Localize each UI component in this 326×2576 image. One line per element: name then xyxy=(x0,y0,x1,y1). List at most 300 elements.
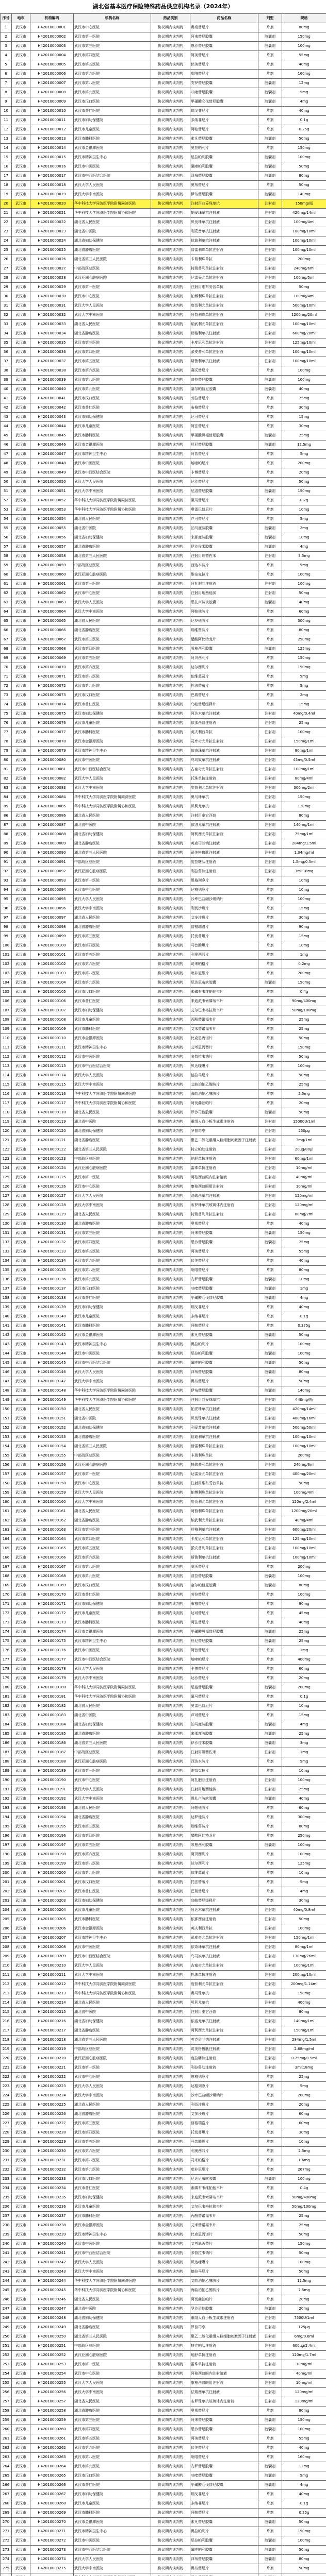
cell-index: 17 xyxy=(1,172,12,181)
cell-form: 注射剂 xyxy=(258,1396,282,1405)
cell-spec: 100mg/4ml xyxy=(282,1488,326,1498)
table-row xyxy=(1,2462,326,2471)
cell-institution: 武汉市中心医院 xyxy=(74,1479,151,1488)
table-row xyxy=(1,2351,326,2360)
cell-spec: 5mg xyxy=(282,1878,326,1887)
table-row xyxy=(1,23,326,32)
cell-spec: 50mg xyxy=(282,589,326,598)
cell-form: 注射剂 xyxy=(258,1961,282,1971)
cell-spec: 400mg/20ml xyxy=(282,1470,326,1479)
cell-institution: 武汉大学中南医院 xyxy=(74,1674,151,1683)
cell-form: 注射剂 xyxy=(258,301,282,311)
table-row xyxy=(1,1461,326,1470)
cell-code: H42010000055 xyxy=(30,524,74,533)
table-row xyxy=(1,1321,326,1331)
table-row xyxy=(1,2249,326,2258)
cell-city: 武汉市 xyxy=(12,774,30,784)
cell-category: 协议期内谈判药 xyxy=(151,2267,190,2277)
cell-index: 232 xyxy=(1,2165,12,2175)
cell-category: 协议期内谈判药 xyxy=(151,719,190,728)
cell-form: 注射剂 xyxy=(258,292,282,301)
table-row xyxy=(1,1479,326,1488)
table-row xyxy=(1,51,326,60)
cell-institution: 武汉大学中南医院 xyxy=(74,1498,151,1507)
cell-institution: 武汉市中医医院 xyxy=(74,2536,151,2546)
cell-spec: 100mg xyxy=(282,1776,326,1785)
cell-spec: 200mg xyxy=(282,1563,326,1572)
cell-city: 武汉市 xyxy=(12,747,30,756)
cell-drug: 度伐利尤单抗注射液 xyxy=(190,1498,258,1507)
cell-form: 片剂 xyxy=(258,459,282,468)
cell-form: 片剂 xyxy=(258,1071,282,1080)
cell-form: 胶囊剂 xyxy=(258,134,282,144)
cell-category: 协议期内谈判药 xyxy=(151,858,190,867)
cell-spec: 50mg xyxy=(282,2518,326,2527)
cell-index: 137 xyxy=(1,1284,12,1294)
cell-code: H42010000164 xyxy=(30,1535,74,1544)
cell-institution: 武汉市汉口医院 xyxy=(74,1878,151,1887)
cell-drug: 达雷妥尤单抗注射液 xyxy=(190,274,258,283)
cell-city: 武汉市 xyxy=(12,858,30,867)
cell-drug: 派安普利单抗注射液 xyxy=(190,348,258,357)
cell-city: 武汉市 xyxy=(12,2026,30,2036)
table-row xyxy=(1,153,326,162)
table-row xyxy=(1,1655,326,1665)
cell-form: 片剂 xyxy=(258,635,282,645)
cell-city: 武汉市 xyxy=(12,1321,30,1331)
cell-form: 注射剂 xyxy=(258,1201,282,1210)
cell-drug: 呋喹替尼胶囊 xyxy=(190,2471,258,2481)
cell-spec xyxy=(282,2573,326,2576)
cell-index: 205 xyxy=(1,1915,12,1924)
table-row xyxy=(1,1887,326,1896)
cell-category: 协议期内谈判药 xyxy=(151,1609,190,1618)
cell-drug: 纳武利尤单抗注射液 xyxy=(190,320,258,329)
table-row xyxy=(1,1488,326,1498)
cell-code: H42010000193 xyxy=(30,1804,74,1813)
cell-code: H42010000035 xyxy=(30,338,74,348)
cell-category: 协议期内谈判药 xyxy=(151,2240,190,2249)
cell-code: H42010000093 xyxy=(30,876,74,886)
cell-drug: 丙酚替诺福韦片 xyxy=(190,1015,258,1025)
cell-city: 武汉市 xyxy=(12,1535,30,1544)
table-row xyxy=(1,1702,326,1711)
cell-index: 268 xyxy=(1,2499,12,2509)
cell-institution: 湖北省妇幼保健院 xyxy=(74,533,151,543)
cell-form: 胶囊剂 xyxy=(258,1739,282,1748)
cell-spec: 150mg xyxy=(282,2527,326,2536)
cell-spec: 1mg xyxy=(282,1748,326,1757)
cell-institution: 武汉市第一医院 xyxy=(74,32,151,42)
cell-city: 武汉市 xyxy=(12,2230,30,2240)
cell-index: 246 xyxy=(1,2295,12,2304)
cell-spec: 40mg xyxy=(282,1219,326,1229)
cell-institution: 武汉市汉口医院 xyxy=(74,97,151,107)
cell-index: 256 xyxy=(1,2388,12,2397)
cell-form: 胶囊剂 xyxy=(258,1238,282,1247)
table-row xyxy=(1,1859,326,1869)
cell-institution: 武汉市儿童医院 xyxy=(74,1906,151,1915)
cell-drug: 奥拉帕利片 xyxy=(190,144,258,153)
cell-form: 片剂 xyxy=(258,1025,282,1034)
cell-city: 武汉市 xyxy=(12,1359,30,1368)
cell-form: 胶囊剂 xyxy=(258,1841,282,1850)
cell-index: 69 xyxy=(1,654,12,663)
cell-index: 261 xyxy=(1,2434,12,2444)
cell-drug: 信迪利单抗注射液 xyxy=(190,1433,258,1442)
cell-category: 协议期内谈判药 xyxy=(151,923,190,932)
cell-code: H42010000251 xyxy=(30,2342,74,2351)
cell-form: 片剂 xyxy=(258,2267,282,2277)
cell-form: 胶囊剂 xyxy=(258,88,282,97)
cell-city: 武汉市 xyxy=(12,543,30,552)
table-row xyxy=(1,403,326,413)
cell-spec: 2mg xyxy=(282,691,326,700)
cell-category: 协议期内谈判药 xyxy=(151,218,190,227)
cell-category: 协议期内谈判药 xyxy=(151,1748,190,1757)
cell-spec: 20μg/80μl xyxy=(282,1145,326,1155)
cell-index: 265 xyxy=(1,2471,12,2481)
cell-drug: 达沙替尼片 xyxy=(190,1674,258,1683)
cell-code: H42010000105 xyxy=(30,988,74,997)
cell-category: 协议期内谈判药 xyxy=(151,1192,190,1201)
cell-institution: 武汉市肺科医院 xyxy=(74,431,151,440)
cell-index: 16 xyxy=(1,162,12,172)
cell-form: 注射剂 xyxy=(258,1414,282,1423)
cell-spec: 100mg xyxy=(282,153,326,162)
cell-form: 注射剂 xyxy=(258,2342,282,2351)
cell-code: H42010000118 xyxy=(30,1108,74,1117)
cell-index: 22 xyxy=(1,218,12,227)
cell-city: 武汉市 xyxy=(12,1711,30,1720)
cell-institution: 武汉市第一医院 xyxy=(74,1173,151,1182)
cell-city: 武汉市 xyxy=(12,413,30,422)
cell-code: H42010000206 xyxy=(30,1924,74,1934)
cell-code: H42010000067 xyxy=(30,635,74,645)
cell-drug: 乌帕替尼缓释片 xyxy=(190,1896,258,1906)
cell-code: H42010000179 xyxy=(30,1674,74,1683)
cell-drug: 利伐沙班片 xyxy=(190,2100,258,2110)
cell-institution: 武汉市第五医院 xyxy=(74,1247,151,1257)
cell-category: 协议期内谈判药 xyxy=(151,1080,190,1090)
cell-form: 胶囊剂 xyxy=(258,2304,282,2314)
cell-index: 58 xyxy=(1,552,12,561)
cell-form: 片剂 xyxy=(258,116,282,125)
cell-index: 101 xyxy=(1,951,12,960)
cell-category: 协议期内谈判药 xyxy=(151,1516,190,1526)
cell-index: 45 xyxy=(1,431,12,440)
cell-spec: 100mg xyxy=(282,2425,326,2434)
cell-code: H42010000227 xyxy=(30,2119,74,2128)
cell-drug: 尼拉帕利胶囊 xyxy=(190,2536,258,2546)
cell-institution: 湖北省肿瘤医院 xyxy=(74,839,151,849)
cell-code: H42010000216 xyxy=(30,2017,74,2026)
cell-institution: 武汉大学人民医院 xyxy=(74,301,151,311)
cell-code: H42010000103 xyxy=(30,969,74,978)
cell-drug: 利妥昔单抗注射液 xyxy=(190,1423,258,1433)
cell-city: 武汉市 xyxy=(12,2017,30,2026)
cell-form: 胶囊剂 xyxy=(258,1294,282,1303)
cell-institution: 武汉市第三医院 xyxy=(74,635,151,645)
cell-spec: 80mg xyxy=(282,1266,326,1275)
cell-code: H42010000044 xyxy=(30,422,74,431)
cell-index: 146 xyxy=(1,1368,12,1377)
cell-institution: 华中科技大学同济医学院附属协和医院 xyxy=(74,1099,151,1108)
cell-index: 64 xyxy=(1,607,12,617)
cell-city: 武汉市 xyxy=(12,116,30,125)
cell-index: 262 xyxy=(1,2444,12,2453)
cell-category: 协议期内谈判药 xyxy=(151,1257,190,1266)
cell-city: 武汉市 xyxy=(12,478,30,487)
cell-form: 注射剂 xyxy=(258,2063,282,2073)
cell-code: H42010000210 xyxy=(30,1961,74,1971)
cell-form: 胶囊剂 xyxy=(258,1284,282,1294)
cell-drug: 注射用曲妥珠单抗 xyxy=(190,199,258,209)
cell-code: H42010000082 xyxy=(30,774,74,784)
cell-drug: 奥马珠单抗 xyxy=(190,793,258,802)
cell-index: 6 xyxy=(1,70,12,79)
cell-spec: 25mg xyxy=(282,1637,326,1646)
cell-drug: 伏美替尼片 xyxy=(190,60,258,70)
cell-index: 251 xyxy=(1,2342,12,2351)
cell-city: 武汉市 xyxy=(12,1479,30,1488)
cell-spec: 120mg xyxy=(282,802,326,811)
cell-category: 协议期内谈判药 xyxy=(151,1043,190,1053)
cell-form: 片剂 xyxy=(258,1043,282,1053)
cell-city: 武汉市 xyxy=(12,2202,30,2212)
cell-code: H42010000187 xyxy=(30,1748,74,1757)
cell-category: 协议期内谈判药 xyxy=(151,2555,190,2564)
cell-spec: 25mg xyxy=(282,1628,326,1637)
cell-institution: 武汉市第三医院 xyxy=(74,1526,151,1535)
cell-category: 协议期内谈判药 xyxy=(151,2564,190,2573)
cell-drug: 卡博替尼片 xyxy=(190,468,258,478)
cell-spec: 25mg xyxy=(282,2073,326,2082)
cell-form: 片剂 xyxy=(258,2156,282,2165)
cell-code: H42010000172 xyxy=(30,1609,74,1618)
cell-city: 武汉市 xyxy=(12,1776,30,1785)
cell-category: 协议期内谈判药 xyxy=(151,997,190,1006)
cell-city: 武汉市 xyxy=(12,700,30,709)
cell-code: H42010000178 xyxy=(30,1665,74,1674)
cell-code: H42010000197 xyxy=(30,1841,74,1850)
cell-spec: 60mg/1ml xyxy=(282,1155,326,1164)
table-row xyxy=(1,913,326,923)
cell-institution: 武汉市第六医院 xyxy=(74,2444,151,2453)
cell-category: 协议期内谈判药 xyxy=(151,2425,190,2434)
cell-spec: 10mg xyxy=(282,1702,326,1711)
cell-index: 42 xyxy=(1,403,12,413)
cell-city: 武汉市 xyxy=(12,876,30,886)
table-row xyxy=(1,969,326,978)
cell-city: 武汉市 xyxy=(12,654,30,663)
cell-index: 119 xyxy=(1,1117,12,1127)
cell-form: 注射剂 xyxy=(258,1748,282,1757)
table-row xyxy=(1,1553,326,1563)
cell-index: 111 xyxy=(1,1043,12,1053)
cell-city: 武汉市 xyxy=(12,709,30,719)
cell-form: 片剂 xyxy=(258,2202,282,2212)
cell-form: 片剂 xyxy=(258,2249,282,2258)
cell-index: 88 xyxy=(1,830,12,839)
cell-form: 注射剂 xyxy=(258,774,282,784)
cell-code: H42010000219 xyxy=(30,2045,74,2054)
cell-city: 武汉市 xyxy=(12,1998,30,2008)
cell-city: 武汉市 xyxy=(12,1887,30,1896)
cell-institution: 武汉市汉口医院 xyxy=(74,691,151,700)
cell-code: H42010000128 xyxy=(30,1201,74,1210)
cell-institution: 湖北省肿瘤医院 xyxy=(74,1730,151,1739)
table-row xyxy=(1,2100,326,2110)
cell-spec: 100mg xyxy=(282,1349,326,1359)
cell-code: H42010000090 xyxy=(30,849,74,858)
cell-code: H42010000192 xyxy=(30,1794,74,1804)
cell-index: 123 xyxy=(1,1155,12,1164)
cell-form: 注射剂 xyxy=(258,784,282,793)
cell-spec: 50mg xyxy=(282,2267,326,2277)
cell-institution: 湖北省妇幼保健院 xyxy=(74,2314,151,2323)
cell-category: 协议期内谈判药 xyxy=(151,867,190,876)
cell-spec: 1mg xyxy=(282,1646,326,1655)
cell-index: 52 xyxy=(1,496,12,505)
cell-code: H42010000073 xyxy=(30,691,74,700)
cell-form: 片剂 xyxy=(258,1006,282,1015)
cell-index: 94 xyxy=(1,886,12,895)
table-row xyxy=(1,2138,326,2147)
cell-form: 胶囊剂 xyxy=(258,2536,282,2546)
cell-category: 协议期内谈判药 xyxy=(151,2388,190,2397)
cell-city: 武汉市 xyxy=(12,645,30,654)
table-row xyxy=(1,209,326,218)
cell-spec: 10mg/ml xyxy=(282,2379,326,2388)
cell-form: 胶囊剂 xyxy=(258,2471,282,2481)
cell-category: 协议期内谈判药 xyxy=(151,2249,190,2258)
cell-category: 协议期内谈判药 xyxy=(151,1906,190,1915)
table-row xyxy=(1,1015,326,1025)
cell-city: 武汉市 xyxy=(12,672,30,682)
cell-code: H42010000016 xyxy=(30,162,74,172)
cell-institution: 武汉市中心医院 xyxy=(74,2073,151,2082)
cell-category: 协议期内谈判药 xyxy=(151,2462,190,2471)
cell-city: 武汉市 xyxy=(12,236,30,246)
cell-city: 武汉市 xyxy=(12,839,30,849)
table-row xyxy=(1,311,326,320)
cell-spec: 100mg xyxy=(282,1850,326,1859)
cell-code: H42010000146 xyxy=(30,1368,74,1377)
table-row xyxy=(1,997,326,1006)
cell-spec: 12.5mg xyxy=(282,440,326,450)
cell-institution: 武汉大学人民医院 xyxy=(74,2555,151,2564)
cell-spec: 200mg xyxy=(282,1451,326,1461)
table-row xyxy=(1,1405,326,1414)
table-row xyxy=(1,1767,326,1776)
cell-index: 14 xyxy=(1,144,12,153)
cell-form: 胶囊剂 xyxy=(258,1108,282,1117)
cell-form: 注射剂 xyxy=(258,1210,282,1219)
cell-institution: 武汉市金银潭医院 xyxy=(74,1924,151,1934)
cell-category: 协议期内谈判药 xyxy=(151,1238,190,1247)
cell-form: 注射剂 xyxy=(258,218,282,227)
table-row xyxy=(1,2054,326,2063)
cell-city: 武汉市 xyxy=(12,1071,30,1080)
cell-city: 武汉市 xyxy=(12,2481,30,2490)
cell-category: 协议期内谈判药 xyxy=(151,1396,190,1405)
cell-institution: 湖北省肿瘤医院 xyxy=(74,1516,151,1526)
cell-code: H42010000037 xyxy=(30,357,74,366)
cell-index: 247 xyxy=(1,2304,12,2314)
cell-index: 107 xyxy=(1,1006,12,1015)
cell-form: 片剂 xyxy=(258,2490,282,2499)
cell-form: 注射剂 xyxy=(258,338,282,348)
cell-spec: 30mg xyxy=(282,1896,326,1906)
cell-code: H42010000009 xyxy=(30,97,74,107)
cell-drug: 达雷妥尤单抗注射液 xyxy=(190,1470,258,1479)
cell-drug: 乌司奴单抗注射液 xyxy=(190,756,258,765)
cell-code: H42010000083 xyxy=(30,784,74,793)
cell-category: 协议期内谈判药 xyxy=(151,802,190,811)
cell-code: H42010000133 xyxy=(30,1247,74,1257)
cell-code: H42010000096 xyxy=(30,904,74,913)
cell-institution: 武汉市第九医院 xyxy=(74,978,151,988)
cell-code: H42010000244 xyxy=(30,2277,74,2286)
cell-code: H42010000006 xyxy=(30,70,74,79)
cell-institution: 武汉市金银潭医院 xyxy=(74,737,151,747)
cell-institution: 武汉市精神卫生中心 xyxy=(74,747,151,756)
cell-spec: 1200mg/20ml xyxy=(282,1507,326,1516)
cell-city: 武汉市 xyxy=(12,2406,30,2416)
cell-index: 126 xyxy=(1,1182,12,1192)
cell-drug: 卡度尼利单抗注射液 xyxy=(190,1535,258,1544)
cell-category: 协议期内谈判药 xyxy=(151,2304,190,2314)
table-row xyxy=(1,385,326,394)
cell-form: 胶囊剂 xyxy=(258,1572,282,1581)
cell-spec: 100mg xyxy=(282,1841,326,1850)
cell-drug: 特瑞普利单抗注射液 xyxy=(190,1461,258,1470)
cell-category: 协议期内谈判药 xyxy=(151,274,190,283)
cell-form: 片剂 xyxy=(258,1034,282,1043)
cell-category: 协议期内谈判药 xyxy=(151,70,190,79)
cell-institution: 湖北省中医院 xyxy=(74,2008,151,2017)
table-row xyxy=(1,932,326,941)
cell-drug: 阿利西尤单抗注射液 xyxy=(190,830,258,839)
cell-category: 协议期内谈判药 xyxy=(151,2481,190,2490)
cell-institution: 武汉亚洲心脏病医院 xyxy=(74,2351,151,2360)
cell-institution: 武汉市第九医院 xyxy=(74,2165,151,2175)
cell-drug: 纳武利尤单抗注射液 xyxy=(190,1516,258,1526)
cell-drug: 培唑帕尼片 xyxy=(190,1655,258,1665)
cell-institution: 武汉市第一医院 xyxy=(74,1470,151,1479)
cell-city: 武汉市 xyxy=(12,468,30,478)
cell-drug: 达尔西利片 xyxy=(190,663,258,672)
cell-form: 注射剂 xyxy=(258,1943,282,1952)
table-row xyxy=(1,227,326,236)
cell-drug: 索凡替尼胶囊 xyxy=(190,134,258,144)
cell-drug: 替格瑞洛片 xyxy=(190,923,258,932)
cell-drug: 来迪派韦索磷布韦片 xyxy=(190,997,258,1006)
cell-form: 注射剂 xyxy=(258,1980,282,1989)
cell-category: 协议期内谈判药 xyxy=(151,1173,190,1182)
cell-city: 武汉市 xyxy=(12,2063,30,2073)
cell-spec: 12mg xyxy=(282,79,326,88)
cell-category: 协议期内谈判药 xyxy=(151,2147,190,2156)
cell-city: 武汉市 xyxy=(12,2369,30,2379)
cell-index: 76 xyxy=(1,719,12,728)
cell-spec: 100mg xyxy=(282,895,326,904)
cell-city: 武汉市 xyxy=(12,1785,30,1794)
cell-city: 武汉市 xyxy=(12,1952,30,1961)
cell-form: 注射剂 xyxy=(258,283,282,292)
cell-index: 176 xyxy=(1,1646,12,1655)
